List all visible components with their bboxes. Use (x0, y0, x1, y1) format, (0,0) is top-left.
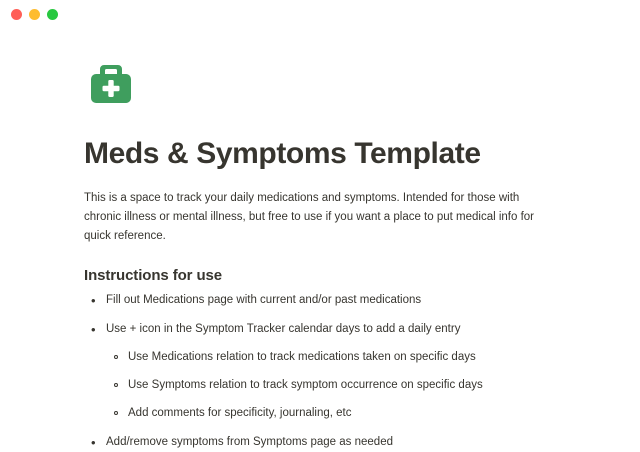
nested-list-item (106, 405, 556, 422)
nested-list-item (106, 349, 556, 366)
section-heading: Instructions for use (84, 267, 223, 285)
nested-list-item-text: Use Symptoms relation to track symptom occurrence on specific days (128, 379, 483, 392)
zoom-button[interactable] (47, 9, 58, 20)
nested-list-item-text: Use Medications relation to track medications taken on specific days (128, 350, 476, 363)
page-title: Meds & Symptoms Template (84, 137, 481, 170)
list-item (84, 434, 556, 451)
window-controls (11, 9, 58, 20)
list-item (84, 321, 556, 423)
close-button[interactable] (11, 9, 22, 20)
instructions-list (84, 292, 556, 451)
minimize-button[interactable] (29, 9, 40, 20)
list-item-text: Use + icon in the Symptom Tracker calendar days to add a daily entry (106, 322, 461, 335)
nested-list (106, 349, 556, 423)
nested-list-item (106, 377, 556, 394)
nested-list-item-text: Add comments for specificity, journaling, etc (128, 407, 352, 420)
document-body (0, 28, 640, 448)
medical-bag-icon[interactable] (84, 56, 138, 110)
list-item-text: Fill out Medications page with current and/or past medications (106, 294, 422, 307)
intro-paragraph: This is a space to track your daily medications and symptoms. Intended for those with chronic illness or mental illness, but free to use if you want a place to put medical info for quick reference. (84, 192, 535, 242)
list-item-text: Add/remove symptoms from Symptoms page as needed (106, 435, 393, 448)
window-titlebar (0, 0, 640, 28)
list-item (84, 292, 556, 309)
